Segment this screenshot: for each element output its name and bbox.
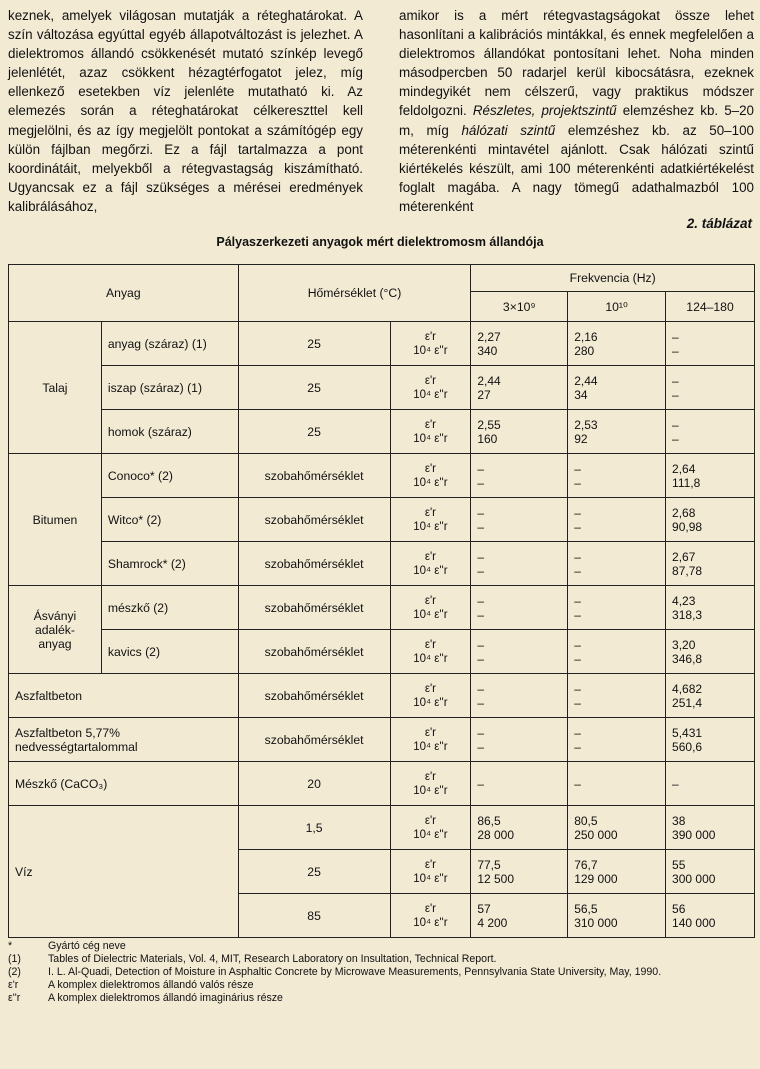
value-line: 92	[574, 431, 588, 446]
symbol-cell	[390, 850, 471, 894]
value-line: –	[477, 651, 485, 666]
imag-symbol: 10⁴ ε''r	[413, 608, 448, 621]
value-stack	[574, 682, 659, 710]
value-stack	[574, 374, 659, 402]
table-title: Pályaszerkezeti anyagok mért dielektromosm állandója	[216, 235, 544, 249]
value-line: 80,5	[574, 813, 598, 828]
value-stack	[574, 638, 659, 666]
table-number: 2. táblázat	[686, 216, 752, 231]
material-name: Mészkő (CaCO₃)	[9, 762, 239, 806]
group-name: Víz	[9, 806, 239, 938]
value-line: –	[672, 329, 679, 344]
symbol-cell	[390, 498, 471, 542]
value-stack	[672, 330, 748, 358]
material-name: mészkő (2)	[101, 586, 238, 630]
value-line: 250 000	[574, 827, 618, 842]
value-stack	[574, 418, 659, 446]
value-cell	[666, 894, 755, 938]
value-line: –	[672, 431, 679, 446]
value-stack	[672, 550, 748, 578]
value-cell	[666, 586, 755, 630]
value-line: 111,8	[672, 475, 701, 490]
value-line: 4,682	[672, 681, 703, 696]
value-stack	[574, 330, 659, 358]
value-line: 3,20	[672, 637, 696, 652]
value-line: –	[477, 519, 485, 534]
value-line: 90,98	[672, 519, 703, 534]
table-row	[9, 322, 755, 366]
value-line: 340	[477, 343, 498, 358]
value-stack	[477, 594, 561, 622]
value-line: –	[574, 475, 581, 490]
value-line: 57	[477, 901, 491, 916]
value-line: –	[574, 593, 581, 608]
value-line: 280	[574, 343, 595, 358]
value-stack	[477, 638, 561, 666]
material-name: Shamrock* (2)	[101, 542, 238, 586]
footnote	[8, 940, 755, 953]
value-cell	[568, 498, 666, 542]
temperature: 85	[238, 894, 390, 938]
footnote-text: Tables of Dielectric Materials, Vol. 4, MIT, Research Laboratory on Insultation, Technical Report.	[48, 953, 497, 965]
value-line: 2,44	[477, 373, 501, 388]
article-columns	[8, 6, 754, 216]
value-cell	[666, 718, 755, 762]
value-line: 86,5	[477, 813, 501, 828]
header-material: Anyag	[9, 265, 239, 322]
imag-symbol: 10⁴ ε''r	[413, 652, 448, 665]
left-column-text: keznek, amelyek világosan mutatják a réteghatárokat. A szín változása egyúttal egyéb állapotváltozást is jelezhet. A dielektromos állandó csökkenését mutató színkép levegő jelenlétét, azaz csökkent hézagtérfogatot jelez, míg ellenkező esetekben víz jelenléte mutatható ki. Az elemezés során a réteghatárokat célkereszttel kell megjelölni, és az így megjelölt pontokat a számítógép egy külön fájlban megőrzi. Ez a fájl tartalmazza a pont koordinátáit, melyekből a rétegvastagság kiszámítható. Ugyancsak ez a fájl szükséges a mérései eredmények kalibrálásához,	[8, 8, 363, 214]
footnote-text: I. L. Al-Quadi, Detection of Moisture in Asphaltic Concrete by Microwave Measurements, Pennsylvania State University, May, 1990.	[48, 966, 662, 978]
value-line: –	[574, 695, 581, 710]
value-line: –	[477, 475, 485, 490]
footnote-key: ε'r	[8, 979, 19, 991]
group-name: Bitumen	[9, 454, 102, 586]
value-stack	[574, 550, 659, 578]
value-stack	[477, 550, 561, 578]
value-stack	[477, 777, 561, 791]
real-symbol: ε'r	[424, 770, 436, 783]
temperature: szobahőmérséklet	[238, 586, 390, 630]
value-line: –	[477, 607, 485, 622]
value-cell	[666, 762, 755, 806]
value-cell	[471, 806, 568, 850]
value-stack	[672, 418, 748, 446]
table-row	[9, 542, 755, 586]
value-line: 310 000	[574, 915, 618, 930]
imag-symbol: 10⁴ ε''r	[413, 520, 448, 533]
value-line: –	[672, 373, 679, 388]
value-line: 2,53	[574, 417, 598, 432]
label-line: adalék-	[34, 622, 75, 637]
real-symbol: ε'r	[424, 726, 436, 739]
value-line: 56,5	[574, 901, 598, 916]
value-cell	[666, 498, 755, 542]
value-cell	[568, 762, 666, 806]
value-line: 2,67	[672, 549, 696, 564]
header-row	[9, 265, 755, 292]
value-cell	[666, 410, 755, 454]
imag-symbol: 10⁴ ε''r	[413, 344, 448, 357]
value-line: 129 000	[574, 871, 618, 886]
value-cell	[471, 630, 568, 674]
value-stack	[574, 594, 659, 622]
value-line: 2,27	[477, 329, 501, 344]
label-line: Ásványi	[33, 608, 77, 623]
value-line: –	[574, 563, 581, 578]
value-cell	[471, 498, 568, 542]
value-line: –	[574, 725, 581, 740]
material-name	[9, 718, 239, 762]
value-stack	[672, 726, 748, 754]
value-line: –	[574, 519, 581, 534]
value-line: –	[477, 739, 485, 754]
value-line: –	[574, 549, 581, 564]
real-symbol: ε'r	[424, 814, 436, 827]
value-line: 390 000	[672, 827, 716, 842]
value-cell	[471, 674, 568, 718]
temperature: 25	[238, 322, 390, 366]
value-cell	[568, 586, 666, 630]
value-cell	[568, 674, 666, 718]
temperature: szobahőmérséklet	[238, 498, 390, 542]
value-line: 2,44	[574, 373, 598, 388]
value-line: 346,8	[672, 651, 703, 666]
value-line: 160	[477, 431, 498, 446]
value-cell	[666, 674, 755, 718]
value-stack	[574, 726, 659, 754]
value-cell	[471, 850, 568, 894]
left-column	[8, 6, 363, 216]
value-line: –	[574, 637, 581, 652]
right-column-text: amikor is a mért rétegvastagságokat össze lehet hasonlítani a kalibrációs mintákkal, és ennek megfelelően a dielektromos állandókat pontosítani lehet. Noha minden másodpercben 50 radarjel kerül kibocsátásra, ezeknek mindegyikét nem célszerű, vagy praktikus módszer feldolgozni. Részletes, projektszintű elemzéshez kb. 5–20 m, míg hálózati szintű elemzéshez kb. az 50–100 méterenkénti mintavétel ajánlott. Csak hálózati szintű kiértékelés készült, ami 100 méterenkénti adatkiértékelést foglalt magába. A nagy tömegű adathalmazból 100 méterenként	[399, 8, 754, 214]
label-line: Aszfaltbeton 5,77%	[15, 725, 121, 740]
value-stack	[477, 374, 561, 402]
real-symbol: ε'r	[424, 858, 436, 871]
right-column	[399, 6, 754, 216]
value-cell	[568, 806, 666, 850]
real-symbol: ε'r	[424, 682, 436, 695]
value-line: –	[574, 776, 581, 791]
value-cell	[568, 322, 666, 366]
real-symbol: ε'r	[424, 374, 436, 387]
group-name	[9, 586, 102, 674]
dielectric-table	[8, 264, 755, 938]
value-line: –	[477, 637, 485, 652]
value-stack	[672, 902, 748, 930]
value-stack	[672, 858, 748, 886]
value-cell	[666, 454, 755, 498]
footnote-key: (2)	[8, 966, 21, 978]
value-line: 300 000	[672, 871, 716, 886]
value-line: 38	[672, 813, 686, 828]
value-cell	[471, 454, 568, 498]
value-line: –	[574, 739, 581, 754]
value-cell	[471, 410, 568, 454]
symbol-cell	[390, 454, 471, 498]
value-cell	[568, 542, 666, 586]
material-name: anyag (száraz) (1)	[101, 322, 238, 366]
value-stack	[672, 814, 748, 842]
footnote-key: (1)	[8, 953, 21, 965]
value-line: –	[477, 681, 485, 696]
temperature: 1,5	[238, 806, 390, 850]
real-symbol: ε'r	[424, 594, 436, 607]
material-name: Aszfaltbeton	[9, 674, 239, 718]
value-line: 2,55	[477, 417, 501, 432]
real-symbol: ε'r	[424, 902, 436, 915]
value-cell	[666, 850, 755, 894]
label-line: nedvességtartalommal	[15, 739, 138, 754]
imag-symbol: 10⁴ ε''r	[413, 916, 448, 929]
value-stack	[477, 330, 561, 358]
material-name: homok (száraz)	[101, 410, 238, 454]
symbol-cell	[390, 542, 471, 586]
value-cell	[568, 894, 666, 938]
real-symbol: ε'r	[424, 638, 436, 651]
real-symbol: ε'r	[424, 550, 436, 563]
value-cell	[666, 630, 755, 674]
value-cell	[568, 850, 666, 894]
footnote	[8, 979, 755, 992]
value-line: 2,64	[672, 461, 696, 476]
value-stack	[574, 506, 659, 534]
value-stack	[477, 418, 561, 446]
value-cell	[471, 762, 568, 806]
header-f1: 3×10⁹	[471, 292, 568, 322]
value-line: 27	[477, 387, 491, 402]
symbol-cell	[390, 586, 471, 630]
table-row	[9, 762, 755, 806]
header-frequency: Frekvencia (Hz)	[471, 265, 755, 292]
imag-symbol: 10⁴ ε''r	[413, 784, 448, 797]
footnote	[8, 953, 755, 966]
value-line: 2,16	[574, 329, 598, 344]
value-stack	[574, 777, 659, 791]
imag-symbol: 10⁴ ε''r	[413, 872, 448, 885]
footnote-key: ε''r	[8, 992, 21, 1004]
temperature: 20	[238, 762, 390, 806]
value-line: –	[477, 695, 485, 710]
value-cell	[471, 586, 568, 630]
value-stack	[477, 462, 561, 490]
value-cell	[666, 322, 755, 366]
real-symbol: ε'r	[424, 506, 436, 519]
value-line: –	[477, 725, 485, 740]
value-line: –	[477, 776, 485, 791]
value-line: –	[574, 651, 581, 666]
value-line: 251,4	[672, 695, 703, 710]
value-line: 77,5	[477, 857, 501, 872]
footnote-text: A komplex dielektromos állandó imaginárius része	[48, 992, 283, 1004]
value-stack	[477, 814, 561, 842]
value-line: 4 200	[477, 915, 508, 930]
value-cell	[568, 718, 666, 762]
header-temperature: Hőmérséklet (°C)	[238, 265, 471, 322]
real-symbol: ε'r	[424, 330, 436, 343]
footnote-text: A komplex dielektromos állandó valós része	[48, 979, 254, 991]
temperature: 25	[238, 366, 390, 410]
value-line: 34	[574, 387, 588, 402]
footnotes	[8, 940, 755, 1005]
value-stack	[574, 462, 659, 490]
symbol-cell	[390, 630, 471, 674]
value-cell	[568, 366, 666, 410]
imag-symbol: 10⁴ ε''r	[413, 388, 448, 401]
header-f3: 124–180	[666, 292, 755, 322]
value-line: 12 500	[477, 871, 515, 886]
value-line: –	[574, 505, 581, 520]
value-stack	[672, 777, 748, 791]
value-cell	[568, 454, 666, 498]
value-stack	[672, 638, 748, 666]
value-line: 55	[672, 857, 686, 872]
value-cell	[471, 718, 568, 762]
temperature: szobahőmérséklet	[238, 542, 390, 586]
value-line: –	[477, 549, 485, 564]
symbol-cell	[390, 674, 471, 718]
symbol-cell	[390, 366, 471, 410]
value-cell	[471, 542, 568, 586]
table-row	[9, 410, 755, 454]
imag-symbol: 10⁴ ε''r	[413, 740, 448, 753]
value-line: 140 000	[672, 915, 716, 930]
value-stack	[477, 902, 561, 930]
symbol-cell	[390, 894, 471, 938]
imag-symbol: 10⁴ ε''r	[413, 564, 448, 577]
footnote-text: Gyártó cég neve	[48, 940, 126, 952]
table-row	[9, 718, 755, 762]
value-stack	[672, 506, 748, 534]
temperature: szobahőmérséklet	[238, 718, 390, 762]
symbol-cell	[390, 322, 471, 366]
imag-symbol: 10⁴ ε''r	[413, 476, 448, 489]
symbol-cell	[390, 762, 471, 806]
value-line: –	[477, 593, 485, 608]
symbol-cell	[390, 410, 471, 454]
value-cell	[568, 630, 666, 674]
value-line: –	[477, 461, 485, 476]
footnote	[8, 966, 755, 979]
value-line: 56	[672, 901, 686, 916]
temperature: szobahőmérséklet	[238, 674, 390, 718]
material-name: kavics (2)	[101, 630, 238, 674]
table-row	[9, 674, 755, 718]
value-line: –	[574, 607, 581, 622]
value-cell	[471, 894, 568, 938]
value-line: –	[672, 387, 679, 402]
group-name: Talaj	[9, 322, 102, 454]
real-symbol: ε'r	[424, 418, 436, 431]
value-line: –	[477, 505, 485, 520]
temperature: szobahőmérséklet	[238, 454, 390, 498]
value-line: –	[672, 417, 679, 432]
table-row	[9, 586, 755, 630]
symbol-cell	[390, 806, 471, 850]
table-row	[9, 454, 755, 498]
value-stack	[574, 858, 659, 886]
header-f2: 10¹⁰	[568, 292, 666, 322]
value-stack	[477, 506, 561, 534]
value-line: 5,431	[672, 725, 703, 740]
value-line: 318,3	[672, 607, 703, 622]
value-cell	[666, 366, 755, 410]
table-row	[9, 806, 755, 850]
value-line: –	[672, 343, 679, 358]
value-line: 560,6	[672, 739, 703, 754]
imag-symbol: 10⁴ ε''r	[413, 828, 448, 841]
material-name: Witco* (2)	[101, 498, 238, 542]
value-stack	[477, 726, 561, 754]
value-stack	[574, 902, 659, 930]
value-line: 4,23	[672, 593, 696, 608]
value-cell	[568, 410, 666, 454]
value-cell	[666, 806, 755, 850]
value-line: –	[574, 681, 581, 696]
value-stack	[672, 462, 748, 490]
value-line: –	[477, 563, 485, 578]
table-row	[9, 630, 755, 674]
symbol-cell	[390, 718, 471, 762]
value-line: –	[672, 776, 679, 791]
material-name: Conoco* (2)	[101, 454, 238, 498]
value-line: 76,7	[574, 857, 598, 872]
material-name: iszap (száraz) (1)	[101, 366, 238, 410]
value-line: 87,78	[672, 563, 703, 578]
imag-symbol: 10⁴ ε''r	[413, 432, 448, 445]
imag-symbol: 10⁴ ε''r	[413, 696, 448, 709]
value-stack	[477, 858, 561, 886]
temperature: 25	[238, 410, 390, 454]
temperature: szobahőmérséklet	[238, 630, 390, 674]
value-cell	[666, 542, 755, 586]
value-stack	[672, 374, 748, 402]
real-symbol: ε'r	[424, 462, 436, 475]
table-row	[9, 366, 755, 410]
value-stack	[672, 594, 748, 622]
footnote	[8, 992, 755, 1005]
value-line: –	[574, 461, 581, 476]
value-cell	[471, 322, 568, 366]
value-line: 2,68	[672, 505, 696, 520]
temperature: 25	[238, 850, 390, 894]
value-stack	[477, 682, 561, 710]
label-line: anyag	[38, 636, 72, 651]
value-line: 28 000	[477, 827, 515, 842]
footnote-key: *	[8, 940, 13, 952]
table-row	[9, 498, 755, 542]
value-cell	[471, 366, 568, 410]
value-stack	[574, 814, 659, 842]
value-stack	[672, 682, 748, 710]
